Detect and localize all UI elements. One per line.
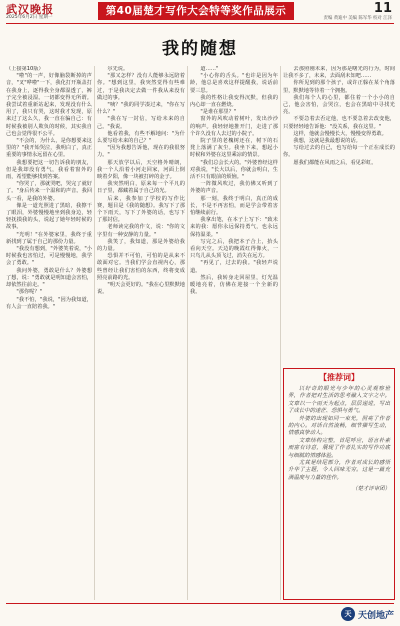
- advertisement[interactable]: [341, 607, 394, 621]
- article-title: 我的随想: [162, 39, 238, 59]
- ad-brand-name: 天创地产: [357, 610, 394, 621]
- paragraph: "再见了，过去的我。"我轻声说道。: [190, 260, 278, 274]
- paragraph: 后来，我参加了学校的写作比赛，题目是《我的随想》。我写下了那个下雨天，写下了外婆的话，也写下了那封信。: [97, 195, 185, 224]
- bracket-left-icon: 【: [319, 373, 327, 382]
- paragraph: "那又怎样？没有人能够永远陪着你。"想到这里，我突然觉得有些难过，于是我决定去做一件我从来没有做过的事。: [97, 73, 185, 101]
- recommendation-box: [283, 368, 395, 600]
- article-column-3: [190, 66, 278, 600]
- paragraph: 道……": [200, 66, 219, 72]
- paragraph: （上接第10版）: [6, 66, 44, 72]
- page-number: 11: [373, 1, 392, 16]
- column-divider: [94, 66, 95, 600]
- newspaper-brand: 武汉晚报: [6, 3, 54, 16]
- footer-ad-bar: [6, 603, 394, 623]
- paragraph: "不会的，为什么，是你想要来这里的？"我开始哭泣，我明白了，真正重要的事情永远留在心里。: [6, 138, 92, 159]
- ad-logo-icon: 天: [341, 607, 355, 621]
- paragraph: 我们每个人的心里，都住着一个小小的自己，他会害怕，会哭泣，也会在黑暗中寻找光亮。: [283, 94, 395, 116]
- paragraph: 你所见到的那个孩子，或许正躲在某个角落里，默默地等待着一个拥抱。: [283, 80, 395, 94]
- header-rule: [6, 23, 394, 24]
- paragraph: 我的性格让我变得沉默，但我的内心却一直在燃烧。: [190, 94, 278, 109]
- paragraph: 这样，他就会慢慢长大，慢慢变得勇敢。: [293, 130, 387, 137]
- recommendation-heading: 【推荐词】: [319, 373, 359, 382]
- paragraph: 那一刻，我终于明白，真正的成长，不是不再害怕，而是学会带着害怕继续前行。: [190, 195, 278, 217]
- column-divider: [280, 66, 281, 600]
- masthead: [0, 0, 400, 24]
- article-column-1: [6, 66, 92, 600]
- paragraph: "是谁在那里？": [200, 109, 237, 116]
- paragraph: "我不怕，"我说，"因为我知道，有人会一直陪着我。": [6, 296, 92, 310]
- paragraph: "小心你的舌头。"也许是因为年龄，他总是喜欢这样提醒我，说话前要三思。: [190, 73, 278, 94]
- paragraph: "我没有想到，"外婆笑着说，"小时候我也害怕过，可是慢慢地，我学会了勇敢。": [6, 246, 92, 267]
- paragraph: 院子里的老槐树还在，树下的石凳上落满了灰尘。我坐下来，想起小时候和外婆在这里乘凉的情景。: [190, 138, 278, 159]
- paragraph: 愿我们都能在风雨之后，看见彩虹。: [293, 159, 377, 166]
- article-column-4: [283, 66, 395, 364]
- paragraph: 尔先说。: [107, 66, 129, 72]
- paragraph: 像是一道光照进了黑暗，我擦干了眼泪，外婆慢慢地坐到我身边，轻轻抚摸我的头，说起了她年轻时候的故事。: [6, 202, 92, 231]
- paragraph: 以好奇的眼光与少年的心灵观察世界，作者把对生活的思考融入文字之中。文章以一个雨天为起点，层层递进，写出了成长中的迷茫、恐惧与勇气。: [288, 386, 390, 415]
- paragraph: 文章结构完整，首尾呼应，语言朴素而富有诗意，展现了作者扎实的写作功底与细腻的情感体验。: [288, 437, 390, 459]
- paragraph: 写完之后，我把本子合上，抬头看向天空。天边的晚霞红得像火，一只鸟儿从头顶飞过，消失在远方。: [190, 238, 278, 260]
- paragraph: 去那照刚未来，因为那是曙光的行为，时间让我不多了，未来，去面刮未知吧……: [283, 66, 395, 80]
- paragraph: "咦？"我的同学凑过来，"你在写什么？": [97, 102, 185, 116]
- paragraph: 恐惧并不可怕，可怕的是从来不敢面对它。当我们学会直视内心，那些曾经让我们害怕的东西，终将变成照亮前路的光。: [97, 253, 185, 281]
- recommendation-body: [288, 386, 390, 482]
- section-banner: 第40届楚才写作大会特等奖作品展示: [98, 2, 294, 20]
- paragraph: 窗外的风吹动着树叶，发出沙沙的响声。我轻轻地推开门，走进了那个许久没有人去过的小院子。: [190, 116, 278, 137]
- paragraph: "明天会更好的。"我在心里默默地说。: [97, 282, 185, 296]
- paragraph: 他看着我，有些不解地问："为什么要写给未来的自己？": [97, 130, 185, 145]
- paragraph: 老师读完我的作文，说："你的文字里有一种安静的力量。": [97, 224, 185, 238]
- article-column-2: [97, 66, 185, 600]
- bracket-right-icon: 】: [351, 373, 359, 382]
- recommendation-signature: （楚才评审团）: [352, 486, 390, 493]
- paragraph: 一阵微风吹过，我仿佛又听到了外婆的声音。: [190, 181, 278, 195]
- paragraph: 我笑了，我知道，那是外婆给我的力量。: [97, 238, 185, 253]
- paragraph: "我们总会长大的。"外婆曾经这样对我说，"长大以后，你就会明白，生活不只有眼前的烦恼。": [190, 159, 278, 181]
- paragraph: "光明！"在外婆家里，我终于重新找到了属于自己的那份力量。: [6, 231, 92, 245]
- paragraph: "那你呢？": [16, 289, 42, 296]
- paragraph: 我问外婆，勇敢是什么？外婆想了想，说："勇敢就是明知道会害怕，却依然往前走。": [6, 267, 92, 289]
- paragraph: "啦"的一声，好像脑袋断掉的声音，"叉"哗啦"一下，我化打开瓶盖打在我身上，逐得我全身都湿透了，裤子完全被浸湿。一切都变得无所谓。我尝试着重新站起来，发现没有什么用了，我只有哭，这时我才发现，原来过了这么久，我一直在骗自己：有时候我被别人欺负的时候，其实我自己也会觉得很不公平。: [6, 73, 92, 137]
- column-divider: [187, 66, 188, 600]
- editor-credits: 责编 黄迪中 美编 陈军华 校对 江泽: [323, 16, 392, 21]
- paragraph: 我突然明白，原来每一个平凡的日子里，都藏着属于自己的光。: [97, 181, 185, 195]
- paragraph: "你哭了，那就哭吧，哭完了就好了。"身后传来一个温和的声音。我回头一看，是我的外婆。: [6, 181, 92, 202]
- paragraph: 不要急着去否定他，也不要急着去改变他，只要轻轻地告诉他："没关系，我在这里。": [283, 116, 395, 130]
- paragraph: 写给过去的自己，也写给每一个正在成长的你。: [283, 145, 395, 159]
- paragraph: 我拿出笔，在本子上写下："致未来的我：愿你永远保持勇气，也永远保持温柔。": [190, 217, 278, 238]
- issue-date: 2025年6月2日 星期一: [6, 15, 53, 20]
- paragraph: 我想要把这一切告诉我的朋友，但是我却没有勇气，我看着窗外的雨，希望能够找到答案。: [6, 159, 92, 181]
- paragraph: 我想，这就是我最想说的话。: [293, 138, 361, 145]
- paragraph: "因为我想告诉他，现在的我很努力。": [97, 145, 185, 159]
- paragraph: 然后，我转身走回屋里，灯光温暖地亮着，仿佛在迎接一个全新的我。: [190, 274, 278, 296]
- paragraph: "我在写一封信，写给未来的自己。"我说。: [97, 116, 185, 130]
- paragraph: 尤其是结尾部分，作者对成长的感悟升华了主题，令人回味无穷。这是一篇充满温度与力量的佳作。: [288, 460, 390, 481]
- paragraph: 外婆的出现如同一束光，照亮了作者的内心。对话自然流畅，细节描写生动，情感真挚动人。: [288, 415, 390, 437]
- paragraph: 那天放学以后，天空格外晴朗，我一个人沿着小河走回家，河面上倒映着夕阳，像一块被打碎的金子。: [97, 159, 185, 181]
